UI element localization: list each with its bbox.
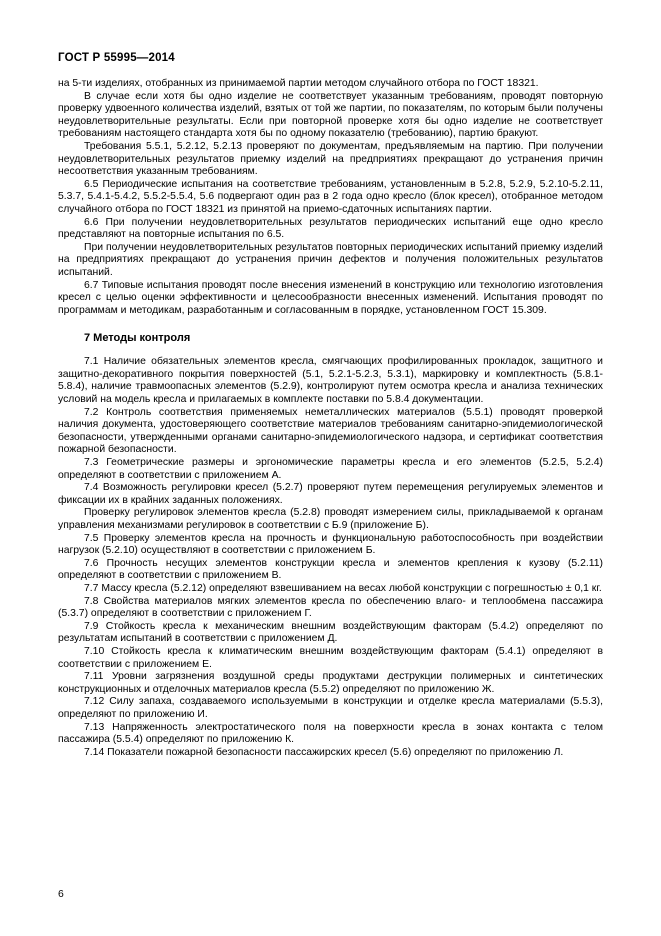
- paragraph: 7.7 Массу кресла (5.2.12) определяют взвешиванием на весах любой конструкции с погрешностью ± 0,1 кг.: [84, 582, 602, 594]
- section-heading: 7 Методы контроля: [84, 332, 191, 345]
- paragraph: 6.6 При получении неудовлетворительных результатов периодических испытаний еще одно кресло представляют на повторные испытания по 6.5.: [58, 216, 603, 241]
- body-text-after-section: [58, 356, 603, 759]
- paragraph: 7.12 Силу запаха, создаваемого используемыми в конструкции и отделке кресла материалами (5.5.3), определяют по приложению И.: [58, 696, 603, 720]
- paragraph: В случае если хотя бы одно изделие не соответствует указанным требованиям, проводят повторную проверку удвоенного количества изделий, взятых от той же партии, по показателям, по которым были получены неудовлетворительные результаты. Если при повторной проверке хотя бы одно изделие не соответствует требованиям настоящего стандарта хотя бы по одному показателю (требованию), партию бракуют.: [58, 90, 603, 140]
- paragraph: 7.3 Геометрические размеры и эргономические параметры кресла и его элементов (5.2.5, 5.2.4) определяют в соответствии с приложением А.: [58, 457, 603, 481]
- paragraph: 7.9 Стойкость кресла к механическим внешним воздействующим факторам (5.4.2) определяют по результатам испытаний в соответствии с приложением Д.: [58, 620, 603, 645]
- paragraph: Проверку регулировок элементов кресла (5.2.8) проводят измерением силы, прикладываемой к органам управления механизмами регулировок в соответствии с Б.9 (приложение Б).: [58, 507, 603, 531]
- paragraph: 7.11 Уровни загрязнения воздушной среды продуктами деструкции полимерных и синтетических конструкционных и отделочных материалов кресла (5.5.2) определяют по приложению Ж.: [58, 671, 603, 695]
- paragraph: 7.14 Показатели пожарной безопасности пассажирских кресел (5.6) определяют по приложению Л.: [84, 746, 564, 758]
- paragraph: 7.2 Контроль соответствия применяемых неметаллических материалов (5.5.1) проводят проверкой наличия документа, удостоверяющего соответствие материалов требованиям санитарно-эпидемиологической безопасности, утвержденными органами санитарно-эпидемиологического надзора, и сертификат соответствия пожарной безопасности.: [58, 406, 603, 456]
- paragraph: 6.7 Типовые испытания проводят после внесения изменений в конструкцию или технологию изготовления кресел с целью оценки эффективности и целесообразности внесенных изменений. Испытания проводят по программам и методикам, разработанным и согласованным в порядке, установленном ГОСТ 15.309.: [58, 279, 603, 316]
- paragraph: 6.5 Периодические испытания на соответствие требованиям, установленным в 5.2.8, 5.2.9, 5.2.10-5.2.11, 5.3.7, 5.4.1-5.4.2, 5.5.2-5.5.4, 5.6 подвергают один раз в 2 года одно кресло (блок кресел), отобранное методом случайного отбора по ГОСТ 18321 из принятой на приемо-сдаточных испытаниях партии.: [58, 178, 603, 215]
- paragraph: 7.8 Свойства материалов мягких элементов кресла по обеспечению влаго- и теплообмена пассажира (5.3.7) определяют в соответствии с приложением Г.: [58, 595, 603, 620]
- paragraph: Требования 5.5.1, 5.2.12, 5.2.13 проверяют по документам, предъявляемым на партию. При получении неудовлетворительных результатов приемку изделий на предприятиях прекращают до устранения причин несоответствия указанным требованиям.: [58, 140, 603, 178]
- page-number: 6: [58, 889, 64, 900]
- paragraph: 7.6 Прочность несущих элементов конструкции кресла и элементов крепления к кузову (5.2.11) определяют в соответствии с приложением В.: [58, 557, 603, 582]
- page-header: ГОСТ Р 55995—2014: [58, 52, 175, 64]
- paragraph: 7.4 Возможность регулировки кресел (5.2.7) проверяют путем перемещения регулируемых элементов и фиксации их в крайних заданных положениях.: [58, 482, 603, 506]
- paragraph: 7.5 Проверку элементов кресла на прочность и функциональную работоспособность при воздействии нагрузок (5.2.10) осуществляют в соответствии с приложением Б.: [58, 532, 603, 557]
- paragraph: на 5-ти изделиях, отобранных из принимаемой партии методом случайного отбора по ГОСТ 18321.: [58, 78, 539, 89]
- body-text-before-section: [58, 78, 603, 317]
- paragraph: 7.10 Стойкость кресла к климатическим внешним воздействующим факторам (5.4.1) определяют в соответствии с приложением Е.: [58, 645, 603, 670]
- paragraph: 7.13 Напряженность электростатического поля на поверхности кресла в зонах контакта с телом пассажира (5.5.4) определяют по приложению К.: [58, 721, 603, 746]
- paragraph: При получении неудовлетворительных результатов повторных периодических испытаний приемку изделий на предприятиях прекращают до устранения причин дефектов и получения положительных результатов испытаний.: [58, 241, 603, 278]
- paragraph: 7.1 Наличие обязательных элементов кресла, смягчающих профилированных прокладок, защитного и защитно-декоративного покрытия поверхностей (5.1, 5.2.1-5.2.3, 5.3.1), маркировку и комплектность (5.8.1-5.8.4), наличие травмоопасных элементов (5.2.9), контролируют путем осмотра кресла и анализа технических условий на модель кресла и прилагаемых в комплекте поставки по 5.8.4 документации.: [58, 356, 603, 406]
